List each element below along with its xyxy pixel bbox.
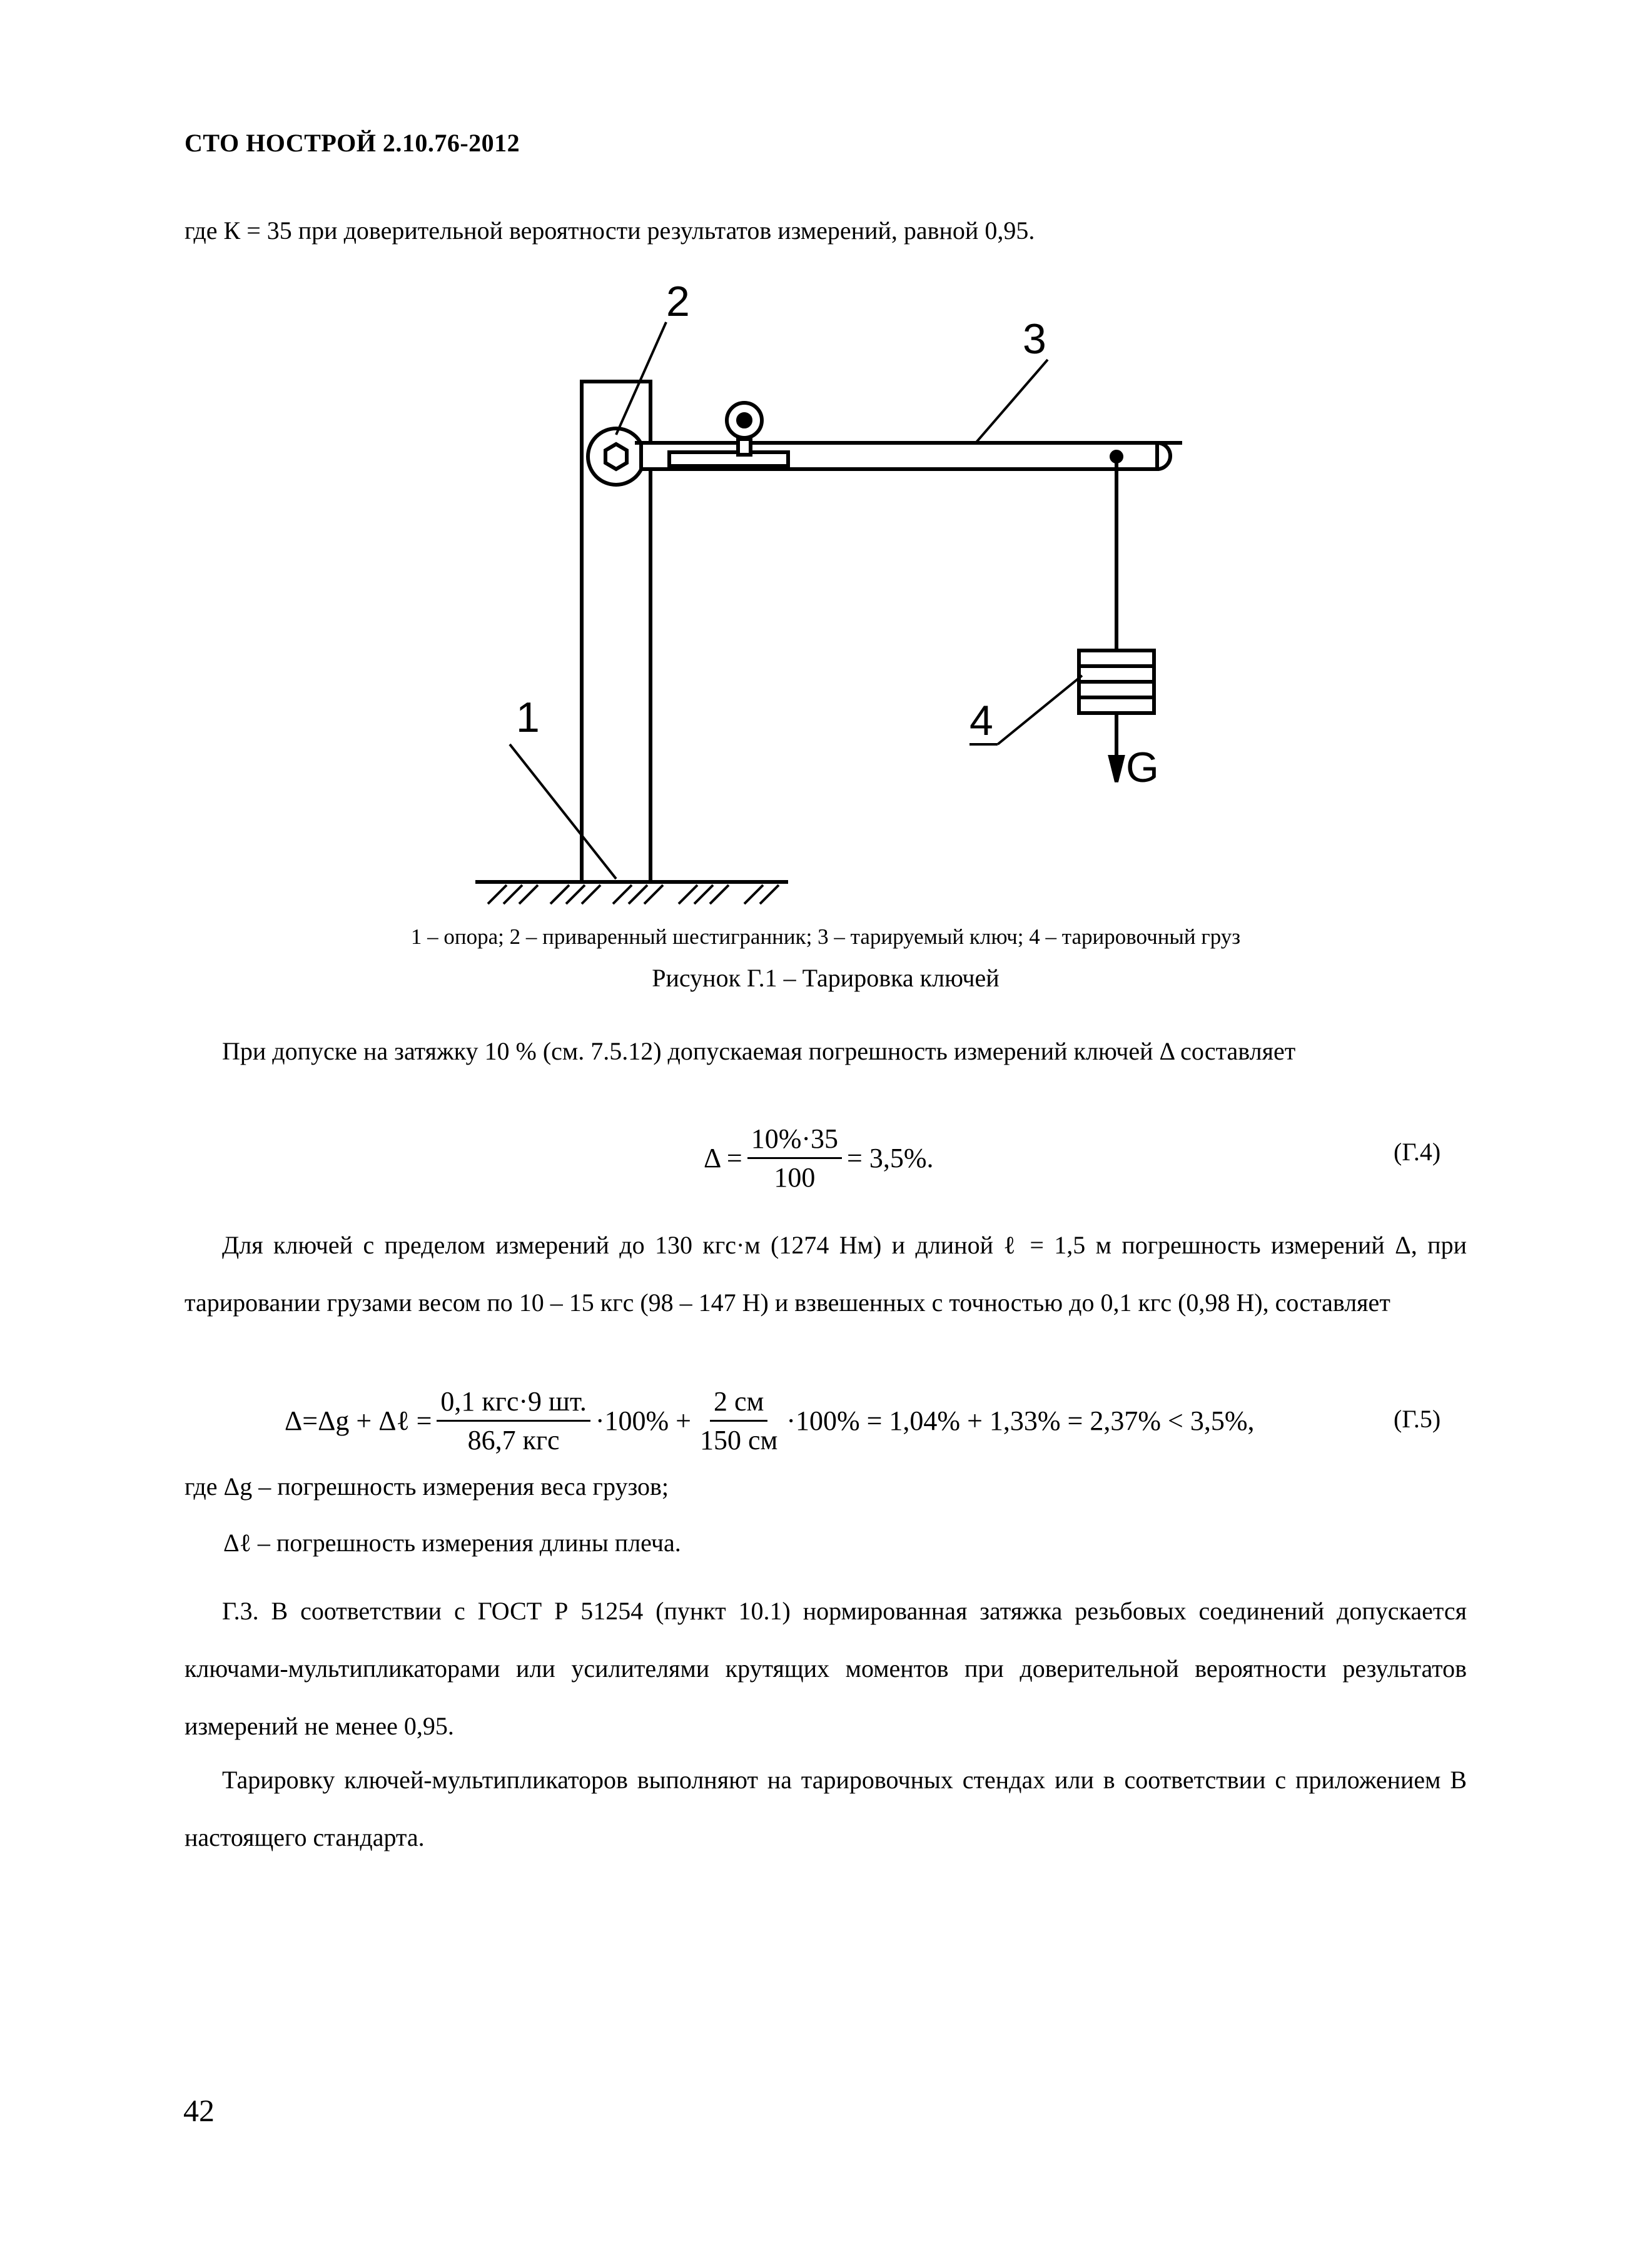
hexagon-nut xyxy=(605,444,627,469)
formula-g5-denominator-2: 150 см xyxy=(699,1425,778,1455)
paragraph-k-value: где К = 35 при доверительной вероятности результатов измерений, равной 0,95. xyxy=(185,216,1035,245)
formula-g4-fraction xyxy=(747,1123,842,1193)
paragraph-tolerance: При допуске на затяжку 10 % (см. 7.5.12) допускаемая погрешность измерений ключей Δ составляет xyxy=(222,1037,1296,1065)
figure-calibration-diagram xyxy=(463,275,1182,913)
formula-g5-number: (Г.5) xyxy=(1394,1405,1441,1433)
formula-g4-lhs: Δ = xyxy=(704,1143,742,1173)
formula-g4 xyxy=(704,1123,933,1193)
indicator-base xyxy=(669,452,788,466)
formula-g5-numerator-2: 2 см xyxy=(710,1385,767,1422)
calibration-diagram xyxy=(463,275,1182,913)
formula-g5 xyxy=(285,1385,1254,1456)
figure-title: Рисунок Г.1 – Тарировка ключей xyxy=(652,964,1000,992)
label-4: 4 xyxy=(969,697,993,744)
formula-g5-lhs: Δ=Δg + Δℓ = xyxy=(285,1405,432,1436)
formula-g4-denominator: 100 xyxy=(774,1162,816,1193)
formula-g5-rhs: ·100% = 1,04% + 1,33% = 2,37% < 3,5%, xyxy=(786,1405,1255,1436)
definition-delta-g: где Δg – погрешность измерения веса грузов; xyxy=(185,1472,669,1501)
paragraph-g3: Г.3. В соответствии с ГОСТ Р 51254 (пункт 10.1) нормированная затяжка резьбовых соединений допускается ключами-мультипликаторами или усилителями крутящих моментов при доверительной вероятности результатов измерений не менее 0,95. xyxy=(185,1597,1467,1740)
formula-g5-numerator-1: 0,1 кгс·9 шт. xyxy=(437,1385,590,1422)
formula-g5-mid: ·100% + xyxy=(595,1405,691,1436)
figure-legend: 1 – опора; 2 – приваренный шестигранник; 3 – тарируемый ключ; 4 – тарировочный груз xyxy=(410,924,1241,949)
leader-4 xyxy=(998,676,1082,744)
indicator-stem xyxy=(738,439,751,455)
label-2: 2 xyxy=(666,278,690,325)
formula-g4-rhs: = 3,5%. xyxy=(847,1143,934,1173)
page-number: 42 xyxy=(183,2093,215,2128)
label-3: 3 xyxy=(1023,315,1046,363)
page-header: СТО НОСТРОЙ 2.10.76-2012 xyxy=(185,129,520,157)
formula-g5-fraction-2 xyxy=(696,1385,781,1456)
formula-g4-number: (Г.4) xyxy=(1394,1138,1441,1166)
formula-g5-denominator-1: 86,7 кгс xyxy=(467,1425,560,1455)
formula-g4-numerator: 10%·35 xyxy=(747,1123,842,1159)
label-1: 1 xyxy=(516,694,540,741)
leader-2 xyxy=(616,322,666,435)
label-g: G xyxy=(1126,744,1159,791)
paragraph-multiplier-calibration: Тарировку ключей-мультипликаторов выполняют на тарировочных стендах или в соответствии с приложением В настоящего стандарта. xyxy=(185,1766,1467,1851)
ground-hatching xyxy=(488,885,779,904)
leader-3 xyxy=(976,360,1048,443)
leader-1 xyxy=(510,744,616,879)
formula-g5-fraction-1 xyxy=(437,1385,590,1456)
definition-delta-l: Δℓ – погрешность измерения длины плеча. xyxy=(223,1529,681,1557)
paragraph-key-limits: Для ключей с пределом измерений до 130 кгс·м (1274 Нм) и длиной ℓ = 1,5 м погрешность измерений Δ, при тарировании грузами весом по 10 – 15 кгс (98 – 147 Н) и взвешенных с точностью до 0,1 кгс (0,98 Н), составляет xyxy=(185,1231,1467,1317)
